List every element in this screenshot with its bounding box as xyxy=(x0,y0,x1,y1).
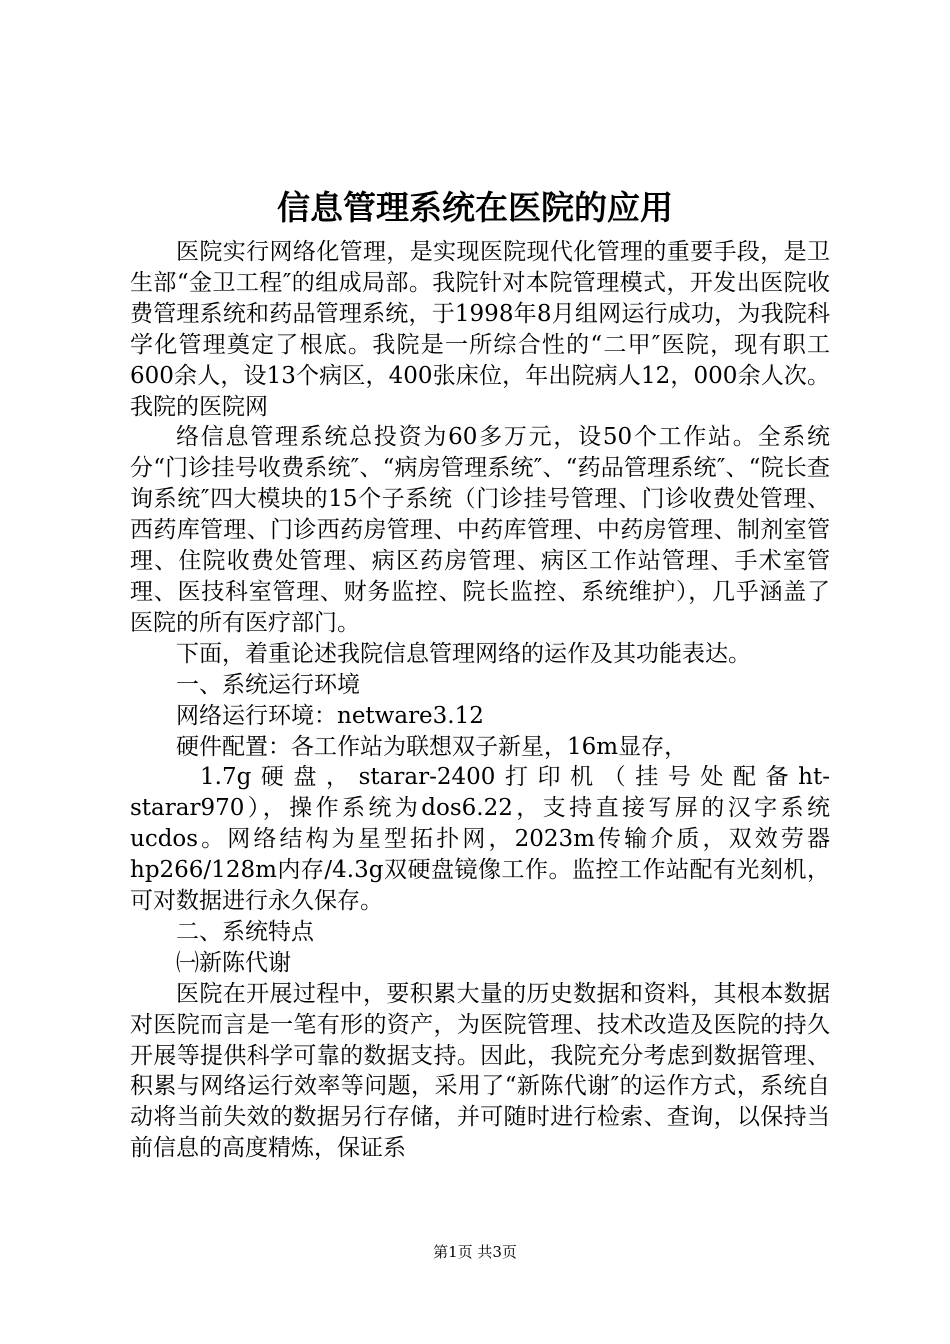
page-footer: 第1页 共3页 xyxy=(433,1243,517,1261)
page-title: 信息管理系统在医院的应用 xyxy=(277,188,673,227)
section-heading-environment: 一、系统运行环境 xyxy=(176,671,360,698)
paragraph-metabolism: 医院在开展过程中，要积累大量的历史数据和资料，其根本数据对医院而言是一笔有形的资产，为医院管理、技术改造及医院的持久开展等提供科学可靠的数据支持。因此，我院充分考虑到数据管理、积累与网络运行效率等问题，采用了“新陈代谢″的运作方式，系统自动将当前失效的数据另行存储，并可随时进行检索、查询，以保持当前信息的高度精炼，保证系 xyxy=(130,980,830,1162)
section-heading-features: 二、系统特点 xyxy=(176,918,314,945)
paragraph-network-env: 网络运行环境：netware3.12 xyxy=(176,702,484,729)
paragraph-hardware: 硬件配置：各工作站为联想双子新星，16m显存， xyxy=(176,733,688,760)
document-body xyxy=(130,237,830,1164)
subsection-heading-metabolism: ㈠新陈代谢 xyxy=(176,949,291,976)
paragraph-transition: 下面，着重论述我院信息管理网络的运作及其功能表达。 xyxy=(176,640,751,667)
paragraph-system-overview: 络信息管理系统总投资为60多万元，设50个工作站。全系统分“门诊挂号收费系统″、“病房管理系统″、“药品管理系统″、“院长查询系统″四大模块的15个子系统（门诊挂号管理、门诊收费处管理、西药库管理、门诊西药房管理、中药库管理、中药房管理、制剂室管理、住院收费处管理、病区药房管理、病区工作站管理、手术室管理、医技科室管理、财务监控、院长监控、系统维护），几乎涵盖了医院的所有医疗部门。 xyxy=(130,424,830,636)
paragraph-intro: 医院实行网络化管理，是实现医院现代化管理的重要手段，是卫生部“金卫工程″的组成局部。我院针对本院管理模式，开发出医院收费管理系统和药品管理系统，于1998年8月组网运行成功，为我院科学化管理奠定了根底。我院是一所综合性的“二甲″医院，现有职工600余人，设13个病区，400张床位，年出院病人12，000余人次。我院的医院网 xyxy=(130,239,830,420)
paragraph-hardware-detail: 1.7g硬盘，starar-2400打印机（挂号处配备ht-starar970），操作系统为dos6.22，支持直接写屏的汉字系统ucdos。网络结构为星型拓扑网，2023m传输介质，双效劳器hp266/128m内存/4.3g双硬盘镜像工作。监控工作站配有光刻机，可对数据进行永久保存。 xyxy=(130,764,830,915)
